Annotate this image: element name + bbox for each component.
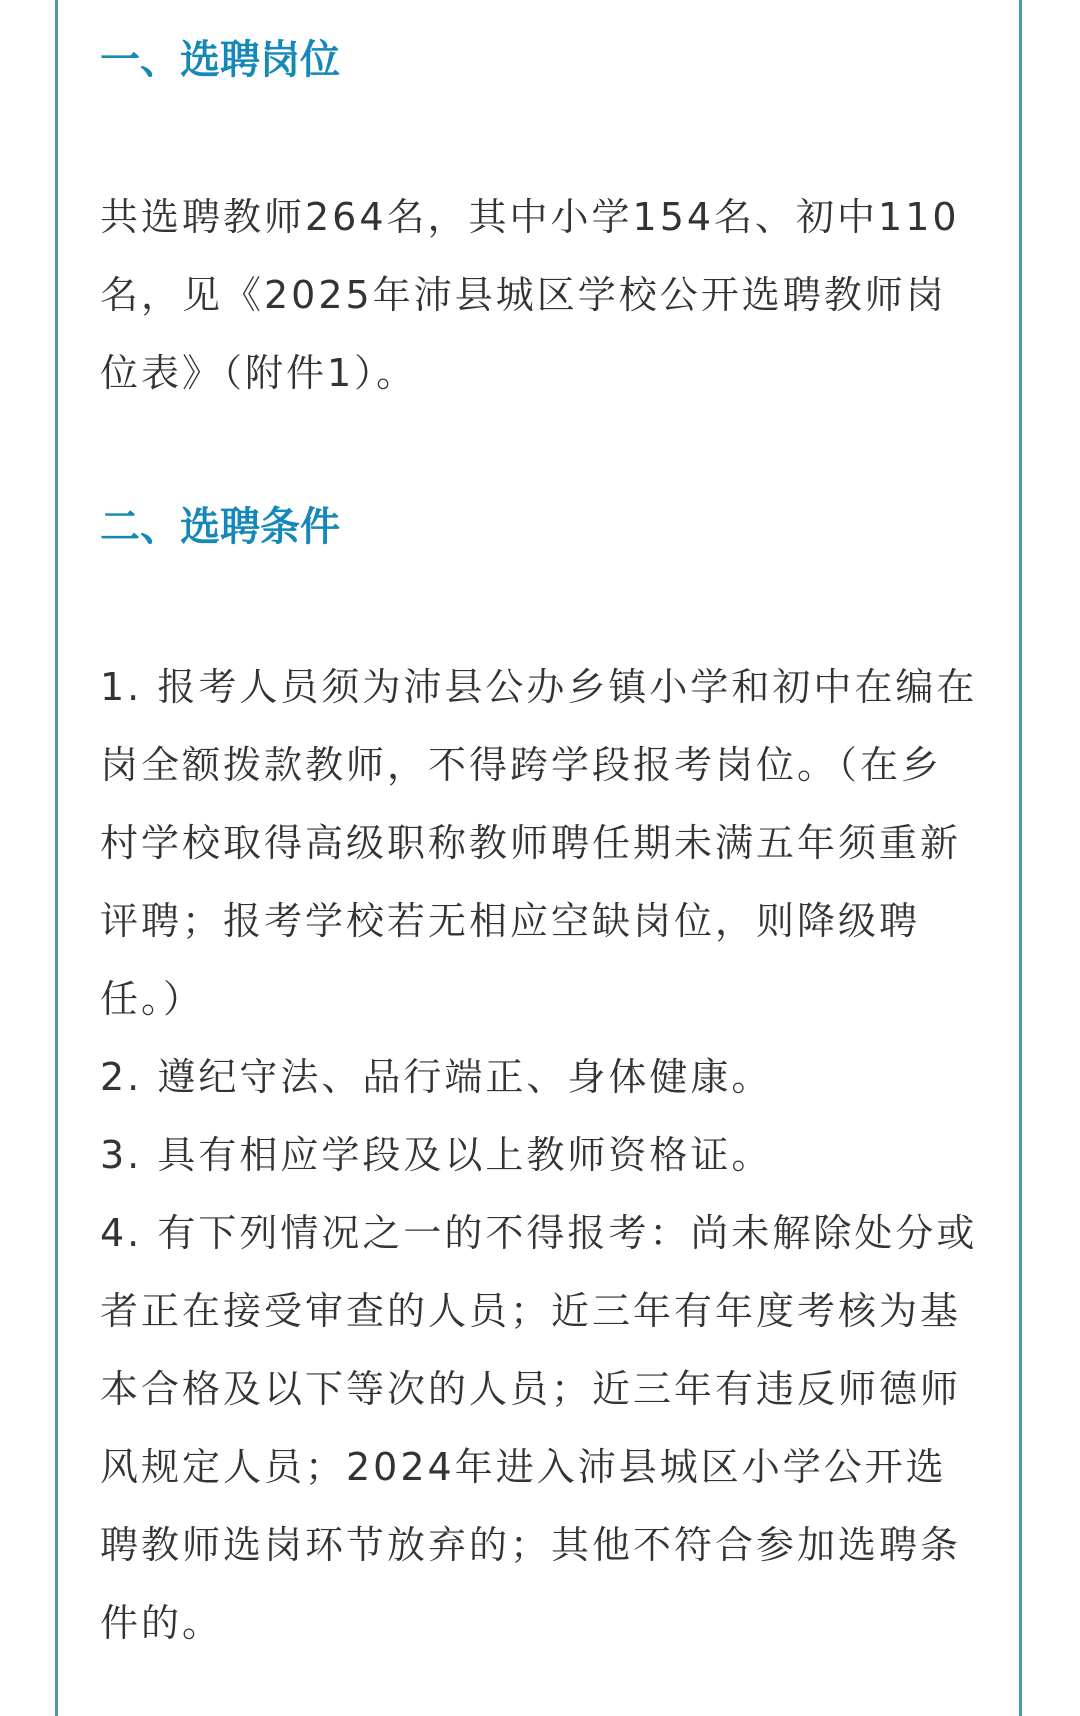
section-heading-positions: 一、选聘岗位: [100, 37, 340, 83]
condition-item-2: 2. 遵纪守法、品行端正、身体健康。: [100, 1055, 773, 1099]
condition-item-1: 1. 报考人员须为沛县公办乡镇小学和初中在编在岗全额拨款教师，不得跨学段报考岗位。（在乡村学校取得高级职称教师聘任期未满五年须重新评聘；报考学校若无相应空缺岗位，则降级聘任。）: [100, 665, 978, 1021]
condition-item-4: 4. 有下列情况之一的不得报考：尚未解除处分或者正在接受审查的人员；近三年有年度考核为基本合格及以下等次的人员；近三年有违反师德师风规定人员；2024年进入沛县城区小学公开选聘教师选岗环节放弃的；其他不符合参加选聘条件的。: [100, 1211, 978, 1645]
condition-item-3: 3. 具有相应学段及以上教师资格证。: [100, 1133, 773, 1177]
conditions-list: [100, 648, 980, 1662]
positions-paragraph: 共选聘教师264名，其中小学154名、初中110名，见《2025年沛县城区学校公开选聘教师岗位表》（附件1）。: [100, 195, 960, 395]
section-heading-conditions: 二、选聘条件: [100, 504, 340, 550]
